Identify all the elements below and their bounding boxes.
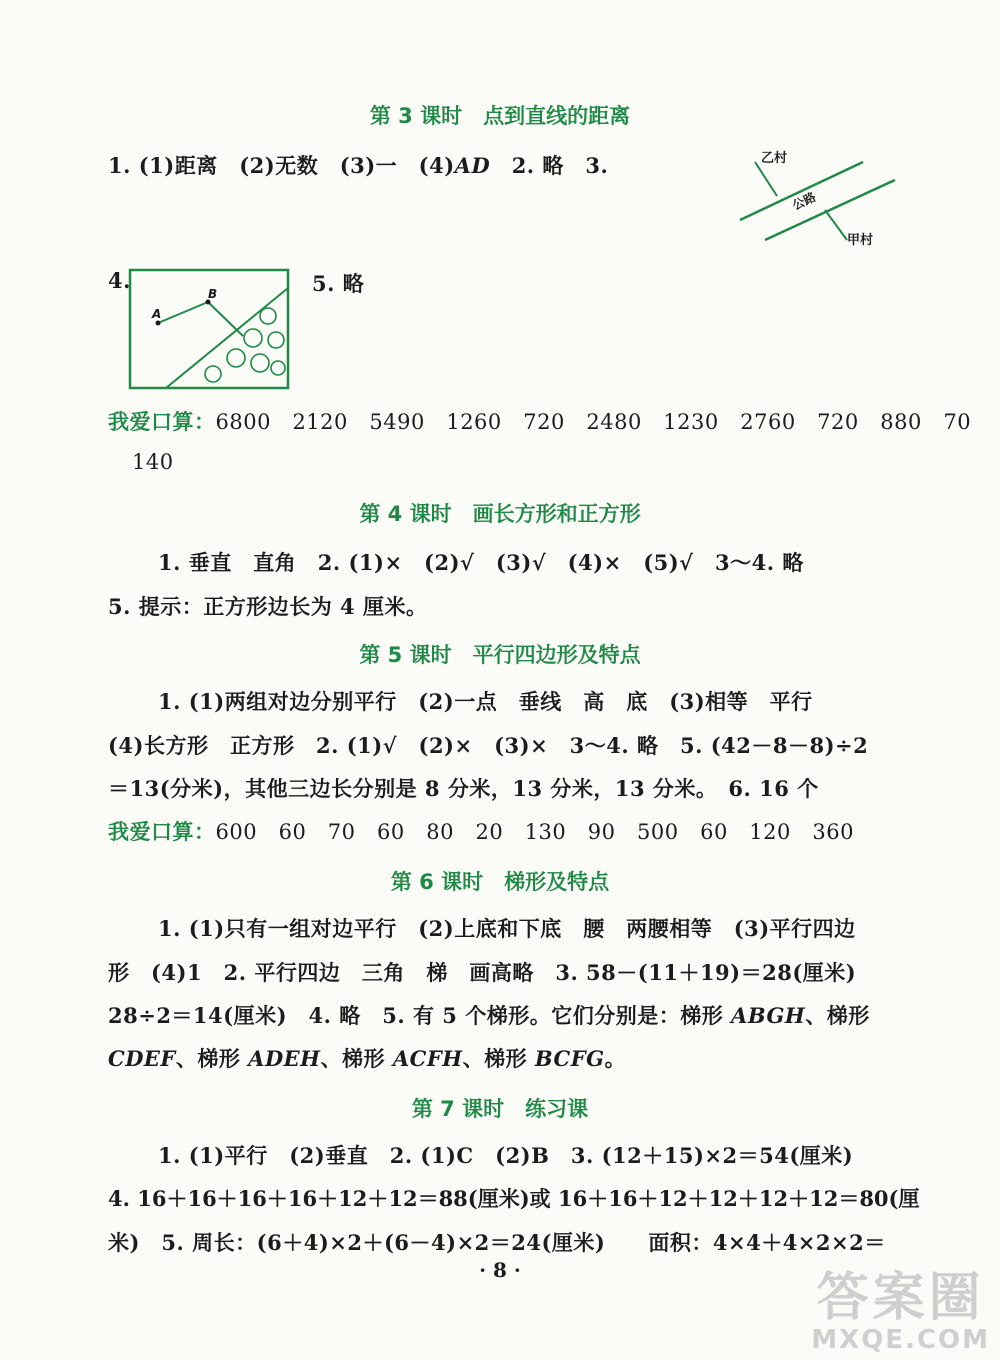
road-edge-top [740, 162, 863, 220]
trapezoid-cdef: CDEF [108, 1046, 176, 1071]
perpendicular-jia [825, 210, 847, 240]
lesson3-mental-line2: 140 [132, 450, 174, 474]
label-point-b: B [208, 287, 218, 301]
lesson6-line3-text: 28÷2＝14(厘米) 4. 略 5. 有 5 个梯形。它们分别是：梯形 [108, 1003, 732, 1028]
trapezoid-bcfg: BCFG [534, 1046, 605, 1071]
tree-icon [271, 361, 285, 375]
lesson4-heading: 第 4 课时 画长方形和正方形 [359, 502, 641, 526]
label-village-jia: 甲村 [847, 233, 874, 248]
tree-icon [244, 329, 262, 347]
lesson6-line1: 1. (1)只有一组对边平行 (2)上底和下底 腰 两腰相等 (3)平行四边 [158, 916, 856, 941]
lesson6-sep: 、梯形 [175, 1046, 249, 1071]
lesson5-mental-numbers: 600 60 70 60 80 20 130 90 500 60 120 360 [215, 820, 854, 844]
perpendicular-yi [755, 162, 777, 196]
lesson6-end: 。 [604, 1046, 627, 1071]
tree-icon [205, 366, 221, 382]
point-a [156, 321, 161, 326]
label-village-yi: 乙村 [761, 151, 788, 166]
label-point-a: A [152, 307, 162, 321]
lesson3-heading: 第 3 课时 点到直线的距离 [369, 104, 631, 128]
lesson6-sep: 、梯形 [462, 1046, 535, 1071]
label-road: 公路 [790, 189, 819, 213]
lesson6-heading: 第 6 课时 梯形及特点 [390, 870, 610, 894]
lesson3-q5: 5. 略 [312, 271, 365, 296]
lesson7-line3: 米) 5. 周长：(6＋4)×2＋(6－4)×2＝24(厘米) 面积：4×4＋4×2×2＝ [108, 1230, 886, 1255]
forest-boundary [166, 288, 288, 388]
lesson3-q1: 1. (1)距离 (2)无数 (3)一 (4) [108, 153, 455, 178]
lesson3-mental-label: 我爱口算 [108, 410, 194, 434]
road-village-figure [735, 140, 905, 250]
lesson7-line1: 1. (1)平行 (2)垂直 2. (1)C (2)B 3. (12＋15)×2＝54(厘米) [158, 1143, 854, 1168]
lesson6-line3-sep: 、梯形 [805, 1003, 870, 1028]
lesson7-line2: 4. 16＋16＋16＋16＋12＋12＝88(厘米)或 16＋16＋12＋12＋12＋12＝80(厘 [108, 1186, 920, 1211]
trapezoid-adeh: ADEH [248, 1046, 321, 1071]
lesson7-heading: 第 7 课时 练习课 [411, 1097, 589, 1121]
page-number: · 8 · [479, 1258, 521, 1282]
forest-path-figure [128, 268, 293, 393]
lesson4-line2: 5. 提示：正方形边长为 4 厘米。 [108, 594, 428, 619]
lesson3-q4-label: 4. [108, 268, 131, 293]
path-b-forest [208, 302, 243, 336]
tree-icon [260, 308, 276, 324]
lesson6-line2: 形 (4)1 2. 平行四边 三角 梯 画高略 3. 58－(11＋19)＝28(厘米) [108, 960, 857, 985]
lesson3-mental-numbers: 6800 2120 5490 1260 720 2480 1230 2760 720 880 70 [215, 410, 972, 434]
lesson6-sep: 、梯形 [320, 1046, 393, 1071]
watermark-url: MXQE.COM [811, 1325, 990, 1355]
trapezoid-acfh: ACFH [392, 1046, 463, 1071]
trapezoid-abgh: ABGH [731, 1003, 806, 1028]
lesson6-line3 [108, 1000, 870, 1030]
road-edge-bottom [765, 180, 895, 240]
lesson5-heading: 第 5 课时 平行四边形及特点 [359, 643, 641, 667]
lesson3-q1-italic: AD [454, 153, 491, 178]
watermark-text: 答案圈 [816, 1268, 985, 1328]
tree-icon [268, 332, 284, 348]
lesson4-line1: 1. 垂直 直角 2. (1)× (2)√ (3)√ (4)× (5)√ 3～4. 略 [158, 550, 804, 575]
watermark-logo [811, 1270, 990, 1354]
lesson5-line2: (4)长方形 正方形 2. (1)√ (2)× (3)× 3～4. 略 5. (42－8－8)÷2 [108, 733, 869, 758]
lesson6-line4 [108, 1043, 626, 1073]
tree-icon [227, 349, 245, 367]
lesson5-mental: 我爱口算：600 60 70 60 80 20 130 90 500 60 120 360 [108, 820, 854, 844]
lesson5-mental-label: 我爱口算 [108, 820, 194, 844]
lesson3-mental-line1: 我爱口算：6800 2120 5490 1260 720 2480 1230 2760 720 880 70 [108, 410, 972, 434]
lesson3-q2: 2. 略 3. [511, 153, 609, 178]
lesson5-line3: ＝13(分米)，其他三边长分别是 8 分米，13 分米，13 分米。 6. 16 个 [108, 776, 819, 801]
lesson5-line1: 1. (1)两组对边分别平行 (2)一点 垂线 高 底 (3)相等 平行 [158, 689, 813, 714]
tree-icon [251, 354, 269, 372]
lesson3-line1 [108, 150, 608, 180]
path-a-b [158, 302, 208, 323]
